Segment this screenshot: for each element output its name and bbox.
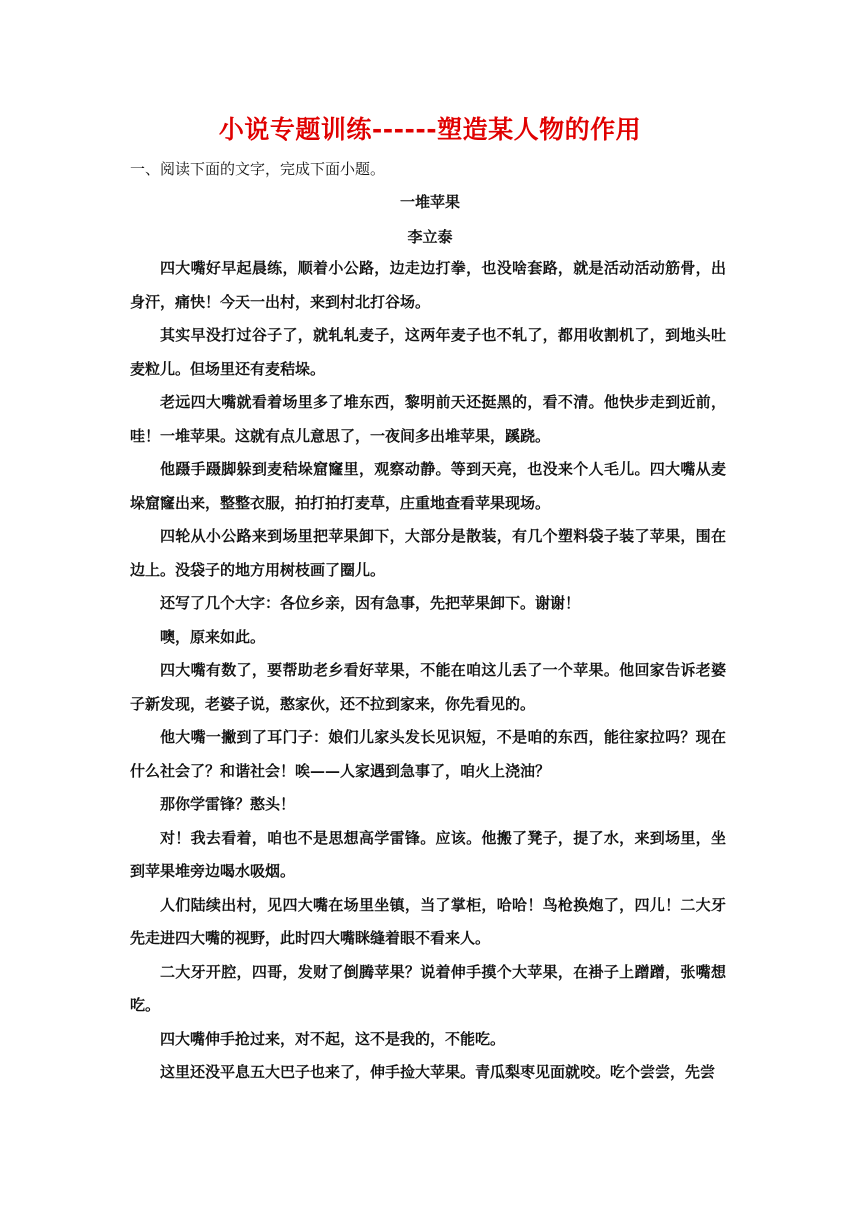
paragraph: 二大牙开腔，四哥，发财了倒腾苹果？说着伸手摸个大苹果，在褂子上蹭蹭，张嘴想吃。 [130,962,726,1014]
paragraph: 噢，原来如此。 [160,627,266,646]
paragraph: 四轮从小公路来到场里把苹果卸下，大部分是散装，有几个塑料袋子装了苹果，围在边上。没袋子的地方用树枝画了圈儿。 [130,527,726,579]
paragraph: 其实早没打过谷子了，就轧轧麦子，这两年麦子也不轧了，都用收割机了，到地头吐麦粒儿。但场里还有麦秸垛。 [130,326,726,378]
paragraph: 还写了几个大字：各位乡亲，因有急事，先把苹果卸下。谢谢！ [160,594,581,612]
question-instruction: 一、阅读下面的文字，完成下面小题。 [130,160,386,178]
paragraph: 老远四大嘴就看着场里多了堆东西，黎明前天还挺黑的，看不清。他快步走到近前，哇！一堆苹果。这就有点儿意思了，一夜间多出堆苹果，蹊跷。 [130,393,726,445]
paragraph: 对！我去看着，咱也不是思想高学雷锋。应该。他搬了凳子，提了水，来到场里，坐到苹果堆旁边喝水吸烟。 [130,828,726,880]
story-body [130,252,726,1090]
paragraph: 这里还没平息五大巴子也来了，伸手捡大苹果。青瓜梨枣见面就咬。吃个尝尝，先尝 [160,1063,716,1081]
paragraph: 四大嘴好早起晨练，顺着小公路，边走边打拳，也没啥套路，就是活动活动筋骨，出身汗，痛快！今天一出村，来到村北打谷场。 [130,259,726,311]
paragraph: 人们陆续出村，见四大嘴在场里坐镇，当了掌柜，哈哈！鸟枪换炮了，四儿！二大牙先走进四大嘴的视野，此时四大嘴眯缝着眼不看来人。 [130,895,726,947]
story-author: 李立泰 [407,228,453,246]
paragraph: 四大嘴伸手抢过来，对不起，这不是我的，不能吃。 [160,1029,506,1048]
paragraph: 他蹑手蹑脚躲到麦秸垛窟窿里，观察动静。等到天亮，也没来个人毛儿。四大嘴从麦垛窟窿出来，整整衣服，拍打拍打麦草，庄重地查看苹果现场。 [130,460,726,512]
paragraph: 那你学雷锋？憨头！ [160,795,296,813]
paragraph: 四大嘴有数了，要帮助老乡看好苹果，不能在咱这儿丢了一个苹果。他回家告诉老婆子新发现，老婆子说，憨家伙，还不拉到家来，你先看见的。 [130,661,726,713]
paragraph: 他大嘴一撇到了耳门子：娘们儿家头发长见识短，不是咱的东西，能往家拉吗？现在什么社会了？和谐社会！唉——人家遇到急事了，咱火上浇油？ [130,728,726,780]
story-title: 一堆苹果 [399,193,460,211]
document-title: 小说专题训练------塑造某人物的作用 [218,115,642,144]
